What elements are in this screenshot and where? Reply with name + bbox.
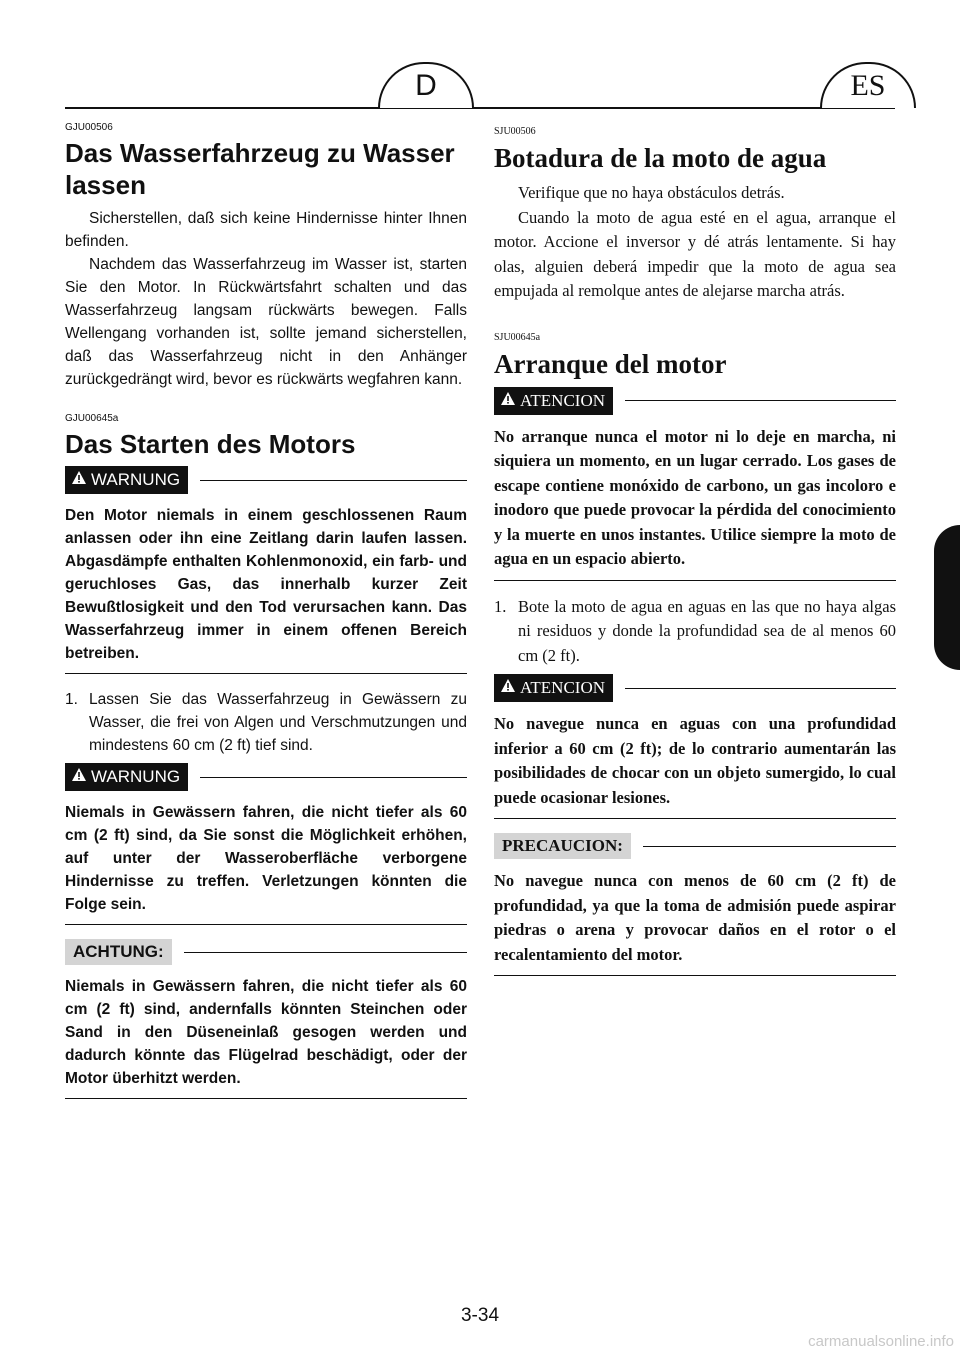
paragraph: Nachdem das Wasserfahrzeug im Wasser ist, starten Sie den Motor. In Rückwärtsfahrt schalten und das Wasserfahrzeug langsam rückwärts bewegen. Falls Wellengang vorhanden ist, sollte jemand sicherstellen, daß das Wasserfahrzeug nicht in den Anhänger zurückgedrängt wird, bevor es rückwärts wegfahren kann. bbox=[65, 256, 467, 388]
section-title: Arranque del motor bbox=[494, 348, 727, 379]
language-tab-german: D bbox=[378, 62, 474, 108]
chapter-thumb-tab bbox=[934, 525, 960, 670]
watermark: carmanualsonline.info bbox=[808, 1333, 954, 1350]
warning-rule bbox=[200, 777, 467, 778]
warning-badge bbox=[494, 674, 613, 702]
warning-badge bbox=[65, 763, 188, 791]
step-number: 1. bbox=[494, 596, 507, 616]
warning-rule bbox=[200, 480, 467, 481]
warning-triangle-icon bbox=[500, 391, 516, 411]
header-rule bbox=[65, 107, 895, 109]
step-text: Bote la moto de agua en aguas en las que no haya algas ni residuos y donde la profundidad sea de al menos 60 cm (2 ft). bbox=[518, 596, 896, 665]
list-item bbox=[494, 595, 896, 669]
warning-triangle-icon bbox=[500, 678, 516, 698]
warning-text: Niemals in Gewässern fahren, die nicht tiefer als 60 cm (2 ft) sind, da Sie sonst die Möglichkeit erhöhen, auf unter der Wasseroberfläche verborgene Hindernisse zu treffen. Verletzungen könnten die Folge sein. bbox=[65, 804, 467, 913]
caution-text: Niemals in Gewässern fahren, die nicht tiefer als 60 cm (2 ft) sind, andernfalls könnten Steinchen oder Sand in den Düseneinlaß gesogen werden und dadurch könnte das Flügelrad beschädigt, oder der Motor überhitzt werden. bbox=[65, 978, 467, 1087]
caution-end-rule bbox=[494, 975, 896, 976]
warning-rule bbox=[625, 688, 896, 689]
section-title: Das Starten des Motors bbox=[65, 429, 356, 459]
section-title: Botadura de la moto de agua bbox=[494, 143, 827, 173]
warning-label: WARNUNG bbox=[91, 470, 181, 489]
caution-end-rule bbox=[65, 1098, 467, 1099]
caution-badge: PRECAUCION: bbox=[494, 833, 631, 859]
section-code: SJU00645a bbox=[494, 331, 541, 343]
section-code: SJU00506 bbox=[494, 126, 536, 137]
warning-header bbox=[494, 674, 896, 702]
paragraph: Cuando la moto de agua esté en el agua, arranque el motor. Accione el inversor y dé atrás lentamente. Si hay olas, alguien deberá impedir que la moto de agua sea empujada al remolque antes de alejarse marcha atrás. bbox=[494, 207, 896, 300]
paragraph: Sicherstellen, daß sich keine Hindernisse hinter Ihnen befinden. bbox=[65, 210, 467, 250]
warning-end-rule bbox=[494, 818, 896, 819]
warning-text: No arranque nunca el motor ni lo deje en marcha, ni siquiera un momento, en un lugar cerrado. Los gases de escape contiene monóxido de carbono, un gas incoloro e inodoro que puede provocar la pérdida del conocimiento y la muerte en unos instantes. Utilice siempre la moto de agua en un espacio abierto. bbox=[494, 426, 896, 568]
warning-label: ATENCION bbox=[520, 390, 605, 410]
warning-end-rule bbox=[494, 580, 896, 581]
warning-header bbox=[65, 466, 467, 494]
language-tab-spanish: ES bbox=[820, 62, 916, 108]
caution-badge: ACHTUNG: bbox=[65, 939, 172, 965]
warning-text: No navegue nunca en aguas con una profundidad inferior a 60 cm (2 ft); de lo contrario aumentarán las posibilidades de chocar con un objeto sumergido, lo cual puede ocasionar lesiones. bbox=[494, 714, 896, 807]
caution-rule bbox=[643, 846, 896, 847]
page-number: 3-34 bbox=[460, 1305, 500, 1326]
german-column bbox=[65, 122, 467, 1113]
spanish-column bbox=[494, 122, 896, 990]
paragraph: Verifique que no haya obstáculos detrás. bbox=[518, 183, 785, 202]
warning-end-rule bbox=[65, 673, 467, 674]
warning-label: WARNUNG bbox=[91, 767, 181, 786]
warning-rule bbox=[625, 400, 896, 401]
warning-badge bbox=[65, 466, 188, 494]
caution-header bbox=[65, 939, 467, 965]
warning-header bbox=[65, 763, 467, 791]
step-text: Lassen Sie das Wasserfahrzeug in Gewässern zu Wasser, die frei von Algen und Verschmutzungen und mindestens 60 cm (2 ft) tief sind. bbox=[89, 691, 467, 754]
warning-triangle-icon bbox=[71, 470, 87, 490]
warning-end-rule bbox=[65, 924, 467, 925]
caution-text: No navegue nunca con menos de 60 cm (2 ft) de profundidad, ya que la toma de admisión puede aspirar piedras o arena y provocar daños en el rotor o el recalentamiento del motor. bbox=[494, 871, 896, 964]
warning-triangle-icon bbox=[71, 767, 87, 787]
section-title: Das Wasserfahrzeug zu Wasser lassen bbox=[65, 138, 455, 200]
caution-header bbox=[494, 833, 896, 859]
warning-badge bbox=[494, 387, 613, 415]
caution-rule bbox=[184, 952, 467, 953]
step-number: 1. bbox=[65, 691, 78, 708]
warning-label: ATENCION bbox=[520, 678, 605, 697]
warning-header bbox=[494, 387, 896, 415]
warning-text: Den Motor niemals in einem geschlossenen Raum anlassen oder ihn eine Zeitlang darin laufen lassen. Abgasdämpfe enthalten Kohlenmonoxid, ein farb- und geruchloses Gas, das innerhalb kurzer Zeit Bewußtlosigkeit und den Tod verursachen kann. Das Wasserfahrzeug immer in einem offenen Bereich betreiben. bbox=[65, 507, 467, 662]
list-item bbox=[65, 688, 467, 757]
section-code: GJU00645a bbox=[65, 413, 119, 424]
section-code: GJU00506 bbox=[65, 122, 113, 133]
